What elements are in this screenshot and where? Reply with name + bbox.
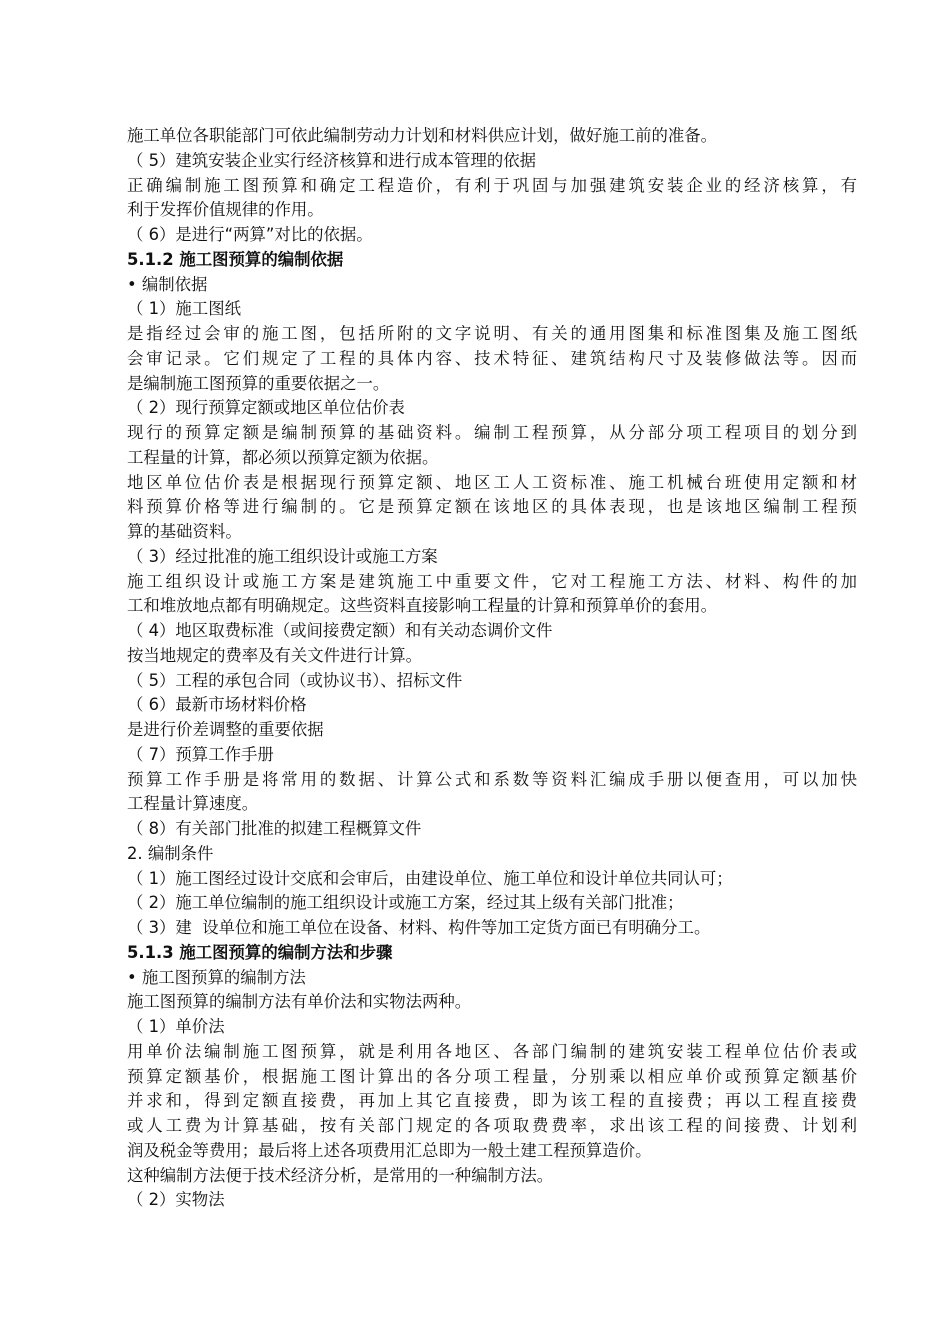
text-line: （ 6）是进行“两算”对比的依据。	[127, 225, 373, 244]
text-line: 按当地规定的费率及有关文件进行计算。	[127, 645, 423, 665]
text-line: 会审记录。它们规定了工程的具体内容、技术特征、建筑结构尺寸及装修做法等。因而	[127, 348, 857, 368]
text-line: • 编制依据	[127, 274, 208, 294]
text-line: 利于发挥价值规律的作用。	[127, 200, 324, 220]
text-line: （ 7）预算工作手册	[127, 744, 274, 764]
text-line: 工程量计算速度。	[127, 794, 259, 814]
text-line: 现行的预算定额是编制预算的基础资料。编制工程预算，从分部分项工程项目的划分到	[127, 423, 857, 442]
text-line: （ 5）建筑安装企业实行经济核算和进行成本管理的依据	[127, 150, 537, 170]
text-line: （ 8）有关部门批准的拟建工程概算文件	[127, 819, 422, 838]
text-line: （ 3）经过批准的施工组织设计或施工方案	[127, 546, 438, 566]
text-line: 润及税金等费用；最后将上述各项费用汇总即为一般土建工程预算造价。	[127, 1140, 652, 1160]
text-line: 并求和，得到定额直接费，再加上其它直接费，即为该工程的直接费；再以工程直接费	[127, 1091, 857, 1111]
text-line: 是进行价差调整的重要依据	[127, 720, 324, 739]
text-line: • 施工图预算的编制方法	[127, 967, 306, 987]
text-line: 地区单位估价表是根据现行预算定额、地区工人工资标准、施工机械台班使用定额和材	[127, 472, 857, 492]
text-line: 是指经过会审的施工图，包括所附的文字说明、有关的通用图集和标准图集及施工图纸	[127, 324, 857, 343]
section-heading: 5.1.3 施工图预算的编制方法和步骤	[127, 942, 393, 962]
text-line: 施工图预算的编制方法有单价法和实物法两种。	[127, 992, 472, 1012]
text-line: 施工组织设计或施工方案是建筑施工中重要文件，它对工程施工方法、材料、构件的加	[127, 571, 857, 591]
text-line: （ 5）工程的承包合同（或协议书）、招标文件	[127, 670, 463, 690]
text-line: 这种编制方法便于技术经济分析，是常用的一种编制方法。	[127, 1165, 554, 1185]
text-line: （ 6）最新市场材料价格	[127, 695, 307, 715]
text-line: 算的基础资料。	[127, 522, 242, 541]
text-line: 2. 编制条件	[127, 843, 214, 863]
document-body	[127, 124, 857, 1213]
text-line: 用单价法编制施工图预算，就是利用各地区、各部门编制的建筑安装工程单位估价表或	[127, 1041, 857, 1061]
text-line: 施工单位各职能部门可依此编制劳动力计划和材料供应计划，做好施工前的准备。	[127, 126, 718, 145]
text-line: 或人工费为计算基础，按有关部门规定的各项取费费率，求出该工程的间接费、计划利	[127, 1116, 857, 1135]
section-heading: 5.1.2 施工图预算的编制依据	[127, 249, 344, 269]
text-line: 正确编制施工图预算和确定工程造价，有利于巩固与加强建筑安装企业的经济核算，有	[127, 175, 857, 195]
text-line: 预算定额基价，根据施工图计算出的各分项工程量，分别乘以相应单价或预算定额基价	[127, 1066, 857, 1086]
text-line: （ 2）现行预算定额或地区单位估价表	[127, 398, 405, 418]
text-line: （ 1）施工图纸	[127, 299, 241, 319]
text-line: 料预算价格等进行编制的。它是预算定额在该地区的具体表现，也是该地区编制工程预	[127, 497, 857, 517]
text-line: （ 1）施工图经过设计交底和会审后，由建设单位、施工单位和设计单位共同认可；	[127, 868, 733, 888]
text-line: （ 2）施工单位编制的施工组织设计或施工方案，经过其上级有关部门批准；	[127, 893, 684, 913]
text-line: （ 3）建 设单位和施工单位在设备、材料、构件等加工定货方面已有明确分工。	[127, 918, 711, 937]
text-line: （ 4）地区取费标准（或间接费定额）和有关动态调价文件	[127, 621, 553, 640]
text-line: 预算工作手册是将常用的数据、计算公式和系数等资料汇编成手册以便查用，可以加快	[127, 769, 857, 789]
text-line: （ 1）单价法	[127, 1017, 225, 1036]
text-line: 是编制施工图预算的重要依据之一。	[127, 373, 390, 393]
text-line: 工程量的计算，都必须以预算定额为依据。	[127, 447, 439, 467]
text-line: （ 2）实物法	[127, 1190, 225, 1210]
text-line: 工和堆放地点都有明确规定。这些资料直接影响工程量的计算和预算单价的套用。	[127, 596, 718, 616]
